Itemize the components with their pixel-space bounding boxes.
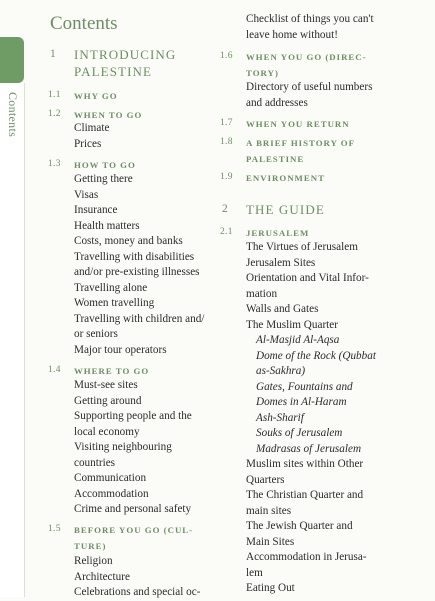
- side-tab-label: Contents: [6, 92, 20, 138]
- section-number: 1.8: [220, 137, 233, 147]
- toc-entry: Travelling with disabilities: [74, 250, 195, 263]
- toc-entry: Accommodation in Jerusa-: [246, 551, 367, 563]
- section-heading: HOW TO GO: [74, 160, 136, 170]
- contents-side-tab[interactable]: [0, 37, 24, 83]
- toc-entry: Accommodation: [74, 487, 149, 500]
- toc-entry: Directory of useful numbers: [246, 81, 373, 93]
- toc-entry: and/or pre-existing illnesses: [74, 266, 200, 278]
- toc-entry: lem: [246, 566, 263, 579]
- toc-subentry: as-Sakhra): [256, 365, 306, 377]
- toc-subentry: Ash-Sharif: [256, 411, 304, 424]
- toc-entry: mation: [246, 287, 278, 300]
- toc-entry: Must-see sites: [74, 379, 138, 391]
- toc-entry: Getting there: [74, 173, 133, 185]
- section-heading: BEFORE YOU GO (CUL-: [74, 525, 194, 535]
- toc-entry: countries: [74, 456, 116, 469]
- toc-subentry: Dome of the Rock (Qubbat: [256, 349, 376, 362]
- toc-entry: Major tour operators: [74, 343, 167, 356]
- toc-entry: Walls and Gates: [246, 303, 319, 315]
- toc-entry: Visas: [74, 188, 99, 201]
- toc-entry: Costs, money and banks: [74, 235, 183, 247]
- section-number: 1.5: [48, 524, 61, 534]
- toc-subentry: Souks of Jerusalem: [256, 427, 343, 439]
- section-number: 1.4: [48, 365, 61, 375]
- toc-entry: The Muslim Quarter: [246, 318, 338, 331]
- section-heading: WHEN YOU RETURN: [246, 119, 350, 129]
- toc-entry: The Christian Quarter and: [246, 489, 364, 501]
- toc-entry: Travelling alone: [74, 281, 148, 294]
- section-number: 1.6: [220, 51, 233, 61]
- section-number: 1.2: [48, 109, 61, 119]
- side-strip: [0, 83, 25, 597]
- toc-entry: Prices: [74, 138, 102, 150]
- section-heading: A BRIEF HISTORY OF: [246, 138, 356, 148]
- toc-entry: Eating Out: [246, 582, 295, 594]
- toc-entry: Supporting people and the: [74, 410, 192, 422]
- section-number: 2.1: [220, 227, 233, 237]
- part-title-line: PALESTINE: [74, 64, 153, 79]
- section-heading: TORY): [246, 68, 279, 78]
- page-title: Contents: [50, 13, 118, 34]
- toc-entry: local economy: [74, 425, 140, 438]
- section-heading: JERUSALEM: [246, 228, 310, 238]
- part-number: 1: [50, 48, 56, 60]
- toc-entry: Main Sites: [246, 535, 295, 548]
- part-title-line: THE GUIDE: [246, 202, 325, 217]
- part-title-line: INTRODUCING: [74, 47, 177, 62]
- section-heading: WHEN TO GO: [74, 110, 143, 120]
- toc-subentry: Gates, Fountains and: [256, 380, 353, 393]
- section-number: 1.3: [48, 159, 61, 169]
- toc-entry: Health matters: [74, 219, 140, 232]
- toc-entry: main sites: [246, 504, 292, 517]
- toc-entry: Insurance: [74, 204, 118, 216]
- toc-entry: Architecture: [74, 570, 130, 583]
- toc-entry: Women travelling: [74, 297, 155, 309]
- section-heading: WHERE TO GO: [74, 366, 150, 376]
- toc-subentry: Al-Masjid Al-Aqsa: [256, 334, 340, 346]
- toc-entry: Getting around: [74, 394, 142, 407]
- toc-entry: and addresses: [246, 97, 308, 109]
- toc-entry: Celebrations and special oc-: [74, 586, 201, 598]
- toc-entry: The Jewish Quarter and: [246, 520, 353, 532]
- toc-entry: Travelling with children and/: [74, 312, 205, 325]
- part-number: 2: [222, 203, 228, 215]
- toc-entry: Quarters: [246, 473, 285, 486]
- toc-entry: Communication: [74, 472, 147, 484]
- toc-entry: or seniors: [74, 328, 118, 340]
- section-heading: WHEN YOU GO (DIREC-: [246, 52, 367, 62]
- section-heading: PALESTINE: [246, 154, 305, 164]
- section-number: 1.9: [220, 172, 233, 182]
- toc-subentry: Domes in Al-Haram: [256, 396, 347, 408]
- section-heading: WHY GO: [74, 91, 118, 101]
- toc-entry: Muslim sites within Other: [246, 458, 364, 470]
- toc-entry: The Virtues of Jerusalem: [246, 241, 358, 253]
- toc-entry: leave home without!: [246, 29, 338, 41]
- toc-entry: Climate: [74, 122, 110, 134]
- section-number: 1.7: [220, 118, 233, 128]
- section-heading: ENVIRONMENT: [246, 173, 325, 183]
- toc-entry: Religion: [74, 555, 113, 567]
- section-heading: TURE): [74, 541, 107, 551]
- toc-entry: Jerusalem Sites: [246, 256, 316, 269]
- toc-entry: Crime and personal safety: [74, 503, 192, 515]
- toc-subentry: Madrasas of Jerusalem: [256, 442, 362, 455]
- toc-entry: Checklist of things you can't: [246, 13, 374, 25]
- toc-entry: Visiting neighbouring: [74, 441, 172, 453]
- section-number: 1.1: [48, 90, 61, 100]
- toc-entry: Orientation and Vital Infor-: [246, 272, 369, 284]
